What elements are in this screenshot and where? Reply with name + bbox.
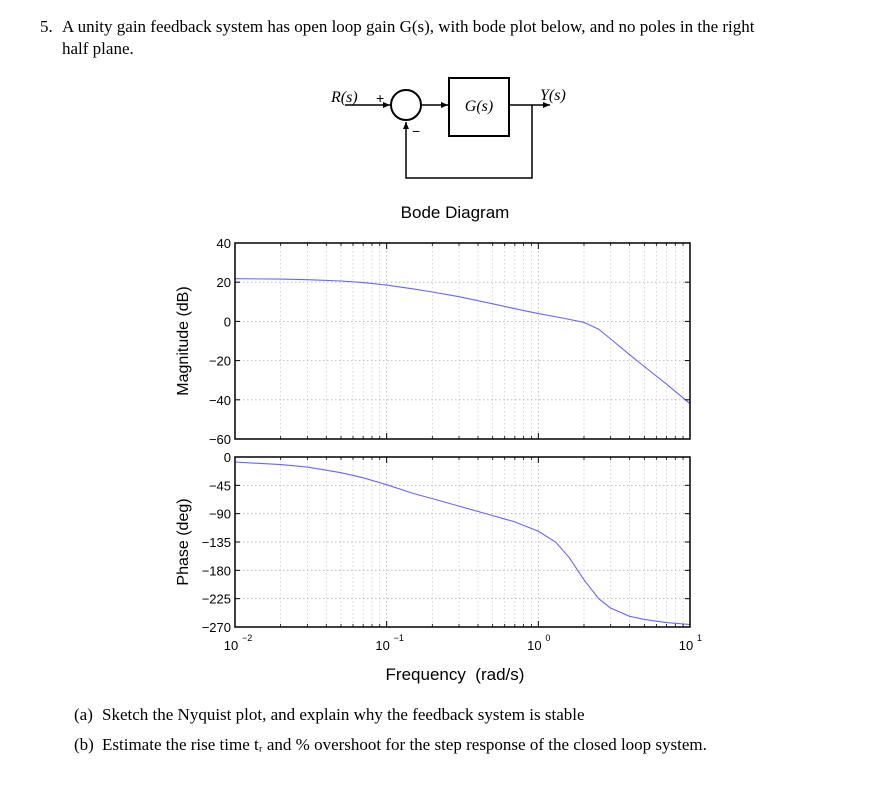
y-tick-label: 20 — [216, 275, 231, 291]
x-tick-exponent: −2 — [242, 633, 253, 643]
chart-title: Bode Diagram — [400, 203, 510, 222]
x-tick-exponent: −1 — [393, 633, 404, 643]
block-label: G(s) — [464, 98, 494, 115]
phase-line — [235, 462, 690, 625]
magnitude-panel — [175, 236, 690, 447]
y-tick-label: −90 — [208, 506, 231, 522]
magnitude-ylabel: Magnitude (dB) — [175, 286, 192, 396]
x-tick-label: 10 — [375, 638, 390, 653]
y-tick-label: 40 — [216, 236, 231, 251]
phase-panel — [175, 450, 690, 635]
x-tick-label: 10 — [223, 638, 239, 653]
y-tick-label: −60 — [208, 432, 231, 447]
minus-sign: − — [412, 123, 421, 139]
y-tick-label: −225 — [201, 591, 231, 607]
block-diagram — [0, 0, 869, 200]
x-tick-label: 10 — [527, 638, 542, 653]
plus-sign: + — [376, 90, 385, 106]
input-label: R(s) — [331, 89, 358, 106]
question-parts — [74, 700, 854, 760]
summing-junction — [391, 90, 421, 120]
problem-text-line1: A unity gain feedback system has open loop gain G(s), with bode plot below, and no poles in the right — [62, 17, 755, 36]
magnitude-frame — [235, 243, 690, 439]
y-tick-label: −270 — [201, 620, 231, 635]
x-tick-exponent: 1 — [697, 633, 703, 643]
x-tick-exponent: 0 — [545, 633, 551, 643]
frequency-axis — [224, 633, 702, 653]
x-tick-label: 10 — [678, 638, 694, 653]
y-tick-label: −45 — [208, 478, 231, 494]
problem-number: 5. — [40, 17, 53, 36]
y-tick-label: 0 — [223, 450, 231, 465]
part-b: (b) Estimate the rise time tᵣ and % overshoot for the step response of the closed loop system. — [74, 735, 707, 754]
bode-chart — [0, 195, 869, 690]
y-tick-label: −180 — [201, 563, 231, 579]
feedback-path — [406, 105, 532, 178]
y-tick-label: −20 — [208, 353, 231, 369]
magnitude-line — [235, 279, 690, 404]
output-label: Y(s) — [540, 87, 566, 104]
y-tick-label: −40 — [208, 392, 231, 408]
y-tick-label: 0 — [223, 314, 231, 330]
phase-ylabel: Phase (deg) — [175, 498, 192, 586]
y-tick-label: −135 — [201, 535, 231, 550]
part-a: (a) Sketch the Nyquist plot, and explain why the feedback system is stable — [74, 705, 585, 724]
problem-text-line2: half plane. — [62, 39, 134, 58]
x-axis-label: Frequency (rad/s) — [385, 665, 525, 684]
